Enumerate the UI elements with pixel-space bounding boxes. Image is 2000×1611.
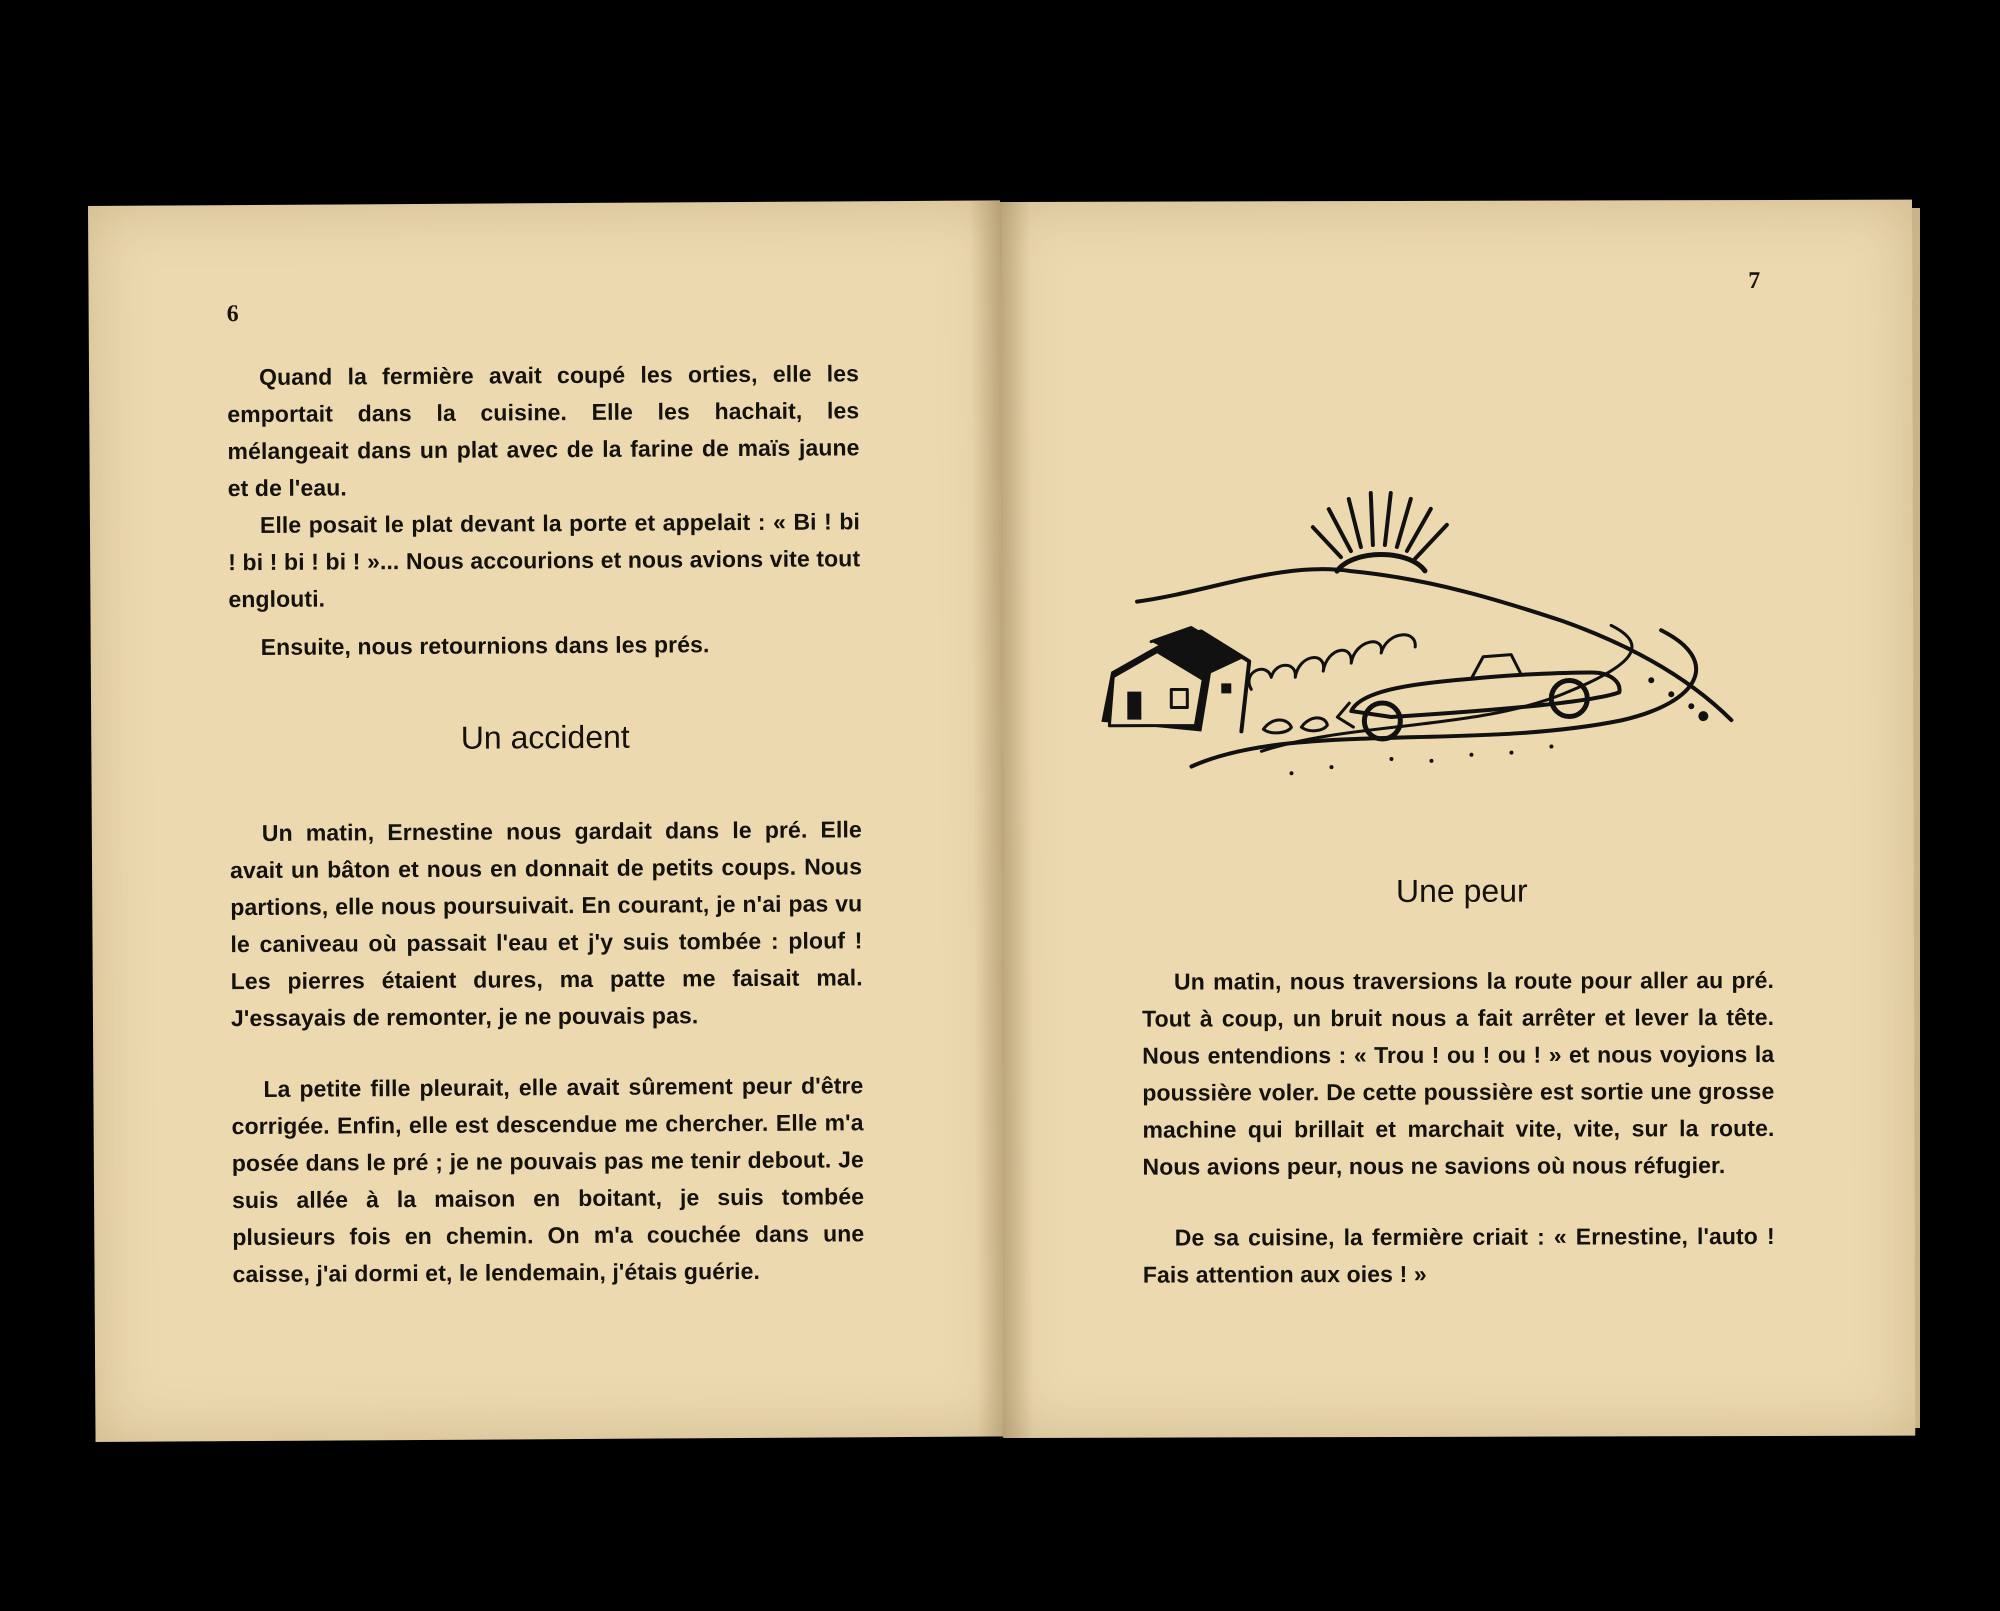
paragraph: De sa cuisine, la fermière criait : « Ernestine, l'auto ! Fais attention aux oies ! » [1142,1222,1775,1288]
right-page [1000,200,1915,1438]
paragraph: Elle posait le plat devant la porte et appelait : « Bi ! bi ! bi ! bi ! bi ! »... Nous accourions et nous avions vite tout englouti. [228,508,861,613]
paragraph: Ensuite, nous retournions dans les prés. [260,631,710,660]
paragraph: Un matin, nous traversions la route pour aller au pré. Tout à coup, un bruit nous a fait arrêter et lever la tête. Nous entendions : « Trou ! ou ! ou ! » et nous voyions la poussière voler. De cette poussière est sortie une grosse machine qui brillait et marchait vite, vite, sur la route. Nous avions peur, nous ne savions où nous réfugier. [1142,966,1775,1180]
page-number: 7 [1748,268,1761,295]
farm-road-car-illustration [1091,420,1822,782]
section-heading: Un accident [460,718,630,756]
section-heading: Une peur [1395,872,1528,909]
paragraph: La petite fille pleurait, elle avait sûrement peur d'être corrigée. Enfin, elle est descendue me chercher. Elle m'a posée dans le pré ; je ne pouvais pas me tenir debout. Je suis allée à la maison en boitant, je suis tombée plusieurs fois en chemin. On m'a couchée dans une caisse, j'ai dormi et, le lendemain, j'étais guérie. [231,1072,865,1288]
left-page [88,200,1008,1442]
paragraph: Quand la fermière avait coupé les orties, elle les emportait dans la cuisine. Elle les hachait, les mélangeait dans un plat avec de la farine de maïs jaune et de l'eau. [227,360,860,502]
page-number: 6 [226,301,239,328]
paragraph: Un matin, Ernestine nous gardait dans le pré. Elle avait un bâton et nous en donnait de petits coups. Nous partions, elle nous poursuivait. En courant, je n'ai pas vu le caniveau où passait l'eau et j'y suis tombée : plouf ! Les pierres étaient dures, ma patte me faisait mal. J'essayais de remonter, je ne pouvais pas. [229,816,863,1032]
